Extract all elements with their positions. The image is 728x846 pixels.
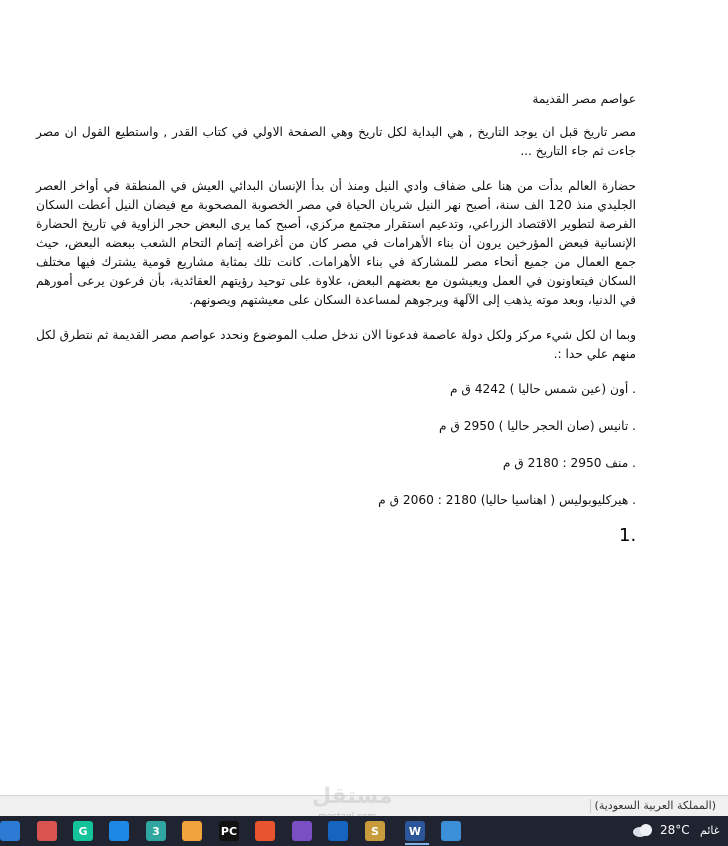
paint-icon[interactable]: [37, 821, 57, 841]
weather-temperature[interactable]: 28°C: [660, 823, 690, 837]
active-app-indicator: [405, 843, 429, 845]
mail-icon[interactable]: [0, 821, 20, 841]
document-heading: عواصم مصر القديمة: [532, 92, 636, 106]
word-icon[interactable]: W: [405, 821, 425, 841]
status-separator: [590, 799, 591, 813]
list-item: . تانيس (صان الحجر حاليا ) 2950 ق م: [438, 419, 636, 433]
squares-app-icon[interactable]: [182, 821, 202, 841]
photos-icon[interactable]: [441, 821, 461, 841]
list-item: . منف 2950 : 2180 ق م: [502, 456, 636, 470]
list-number-mark: 1.: [619, 525, 637, 546]
list-item: . هيركليوبوليس ( اهناسيا حاليا) 2180 : 2060 ق م: [378, 493, 636, 507]
language-indicator[interactable]: (المملكة العربية السعودية): [594, 799, 716, 812]
paragraph-capitals-intro: وبما ان لكل شيء مركز ولكل دولة عاصمة فدعونا الان ندخل صلب الموضوع ونحدد عواصم مصر القديمة ثم نتطرق لكل منهم علي حدا :.: [36, 328, 636, 361]
visual-studio-icon[interactable]: [292, 821, 312, 841]
taskbar: [0, 816, 728, 846]
weather-condition[interactable]: غائم: [700, 824, 720, 837]
app-s-icon[interactable]: S: [365, 821, 385, 841]
brave-icon[interactable]: [255, 821, 275, 841]
app-3-icon[interactable]: 3: [146, 821, 166, 841]
paragraph-history: حضارة العالم بدأت من هنا على ضفاف وادي النيل ومنذ أن بدأ الإنسان البدائي العيش في المنطقة في أواخر العصر الجليدي منذ 120 الف سنة، أصبح نهر النيل شريان الحياة في مصر الخصوبة المصحوبة مع فيضان النيل أعطت السكان الفرصة لتطوير الاقتصاد الزراعي، وتدعيم استقرار مجتمع مركزي، أصبح كما يرى البعض حجر الزاوية في تاريخ الحضارة الإنسانية فبعض المؤرخين يرون أن بناء الأهرامات في مصر كان من أغراضه إتمام التحام الشعب ببعضه البعض، حيث جمع العمال من جميع أنحاء مصر للمشاركة في بناء الأهرامات. كانت تلك بمثابة مشاريع قومية يشترك فيها مختلف السكان فيتعاونون في العمل ويعيشون مع بعضهم البعض، علاوة على توحيد رؤيتهم العقائدية، بأن فرعون يرعى أمورهم في الدنيا، وبعد موته يذهب إلى الآلهة ويرجوهم لمساعدة السكان على معيشتهم ويصونهم.: [36, 179, 636, 307]
document-body[interactable]: [36, 90, 636, 528]
cloud-icon: [632, 823, 654, 837]
grammarly-icon[interactable]: G: [73, 821, 93, 841]
vscode-icon[interactable]: [109, 821, 129, 841]
app-folder-icon[interactable]: [328, 821, 348, 841]
pycharm-icon[interactable]: PC: [219, 821, 239, 841]
list-item: . أون (عين شمس حاليا ) 4242 ق م: [449, 382, 636, 396]
watermark-logo: مستقل: [312, 784, 393, 809]
paragraph-intro: مصر تاريخ قبل ان يوجد التاريخ , هي البداية لكل تاريخ وهي الصفحة الاولي في كتاب القدر , واستطيع القول ان مصر جاءت ثم جاء التاريخ ...: [36, 125, 636, 158]
